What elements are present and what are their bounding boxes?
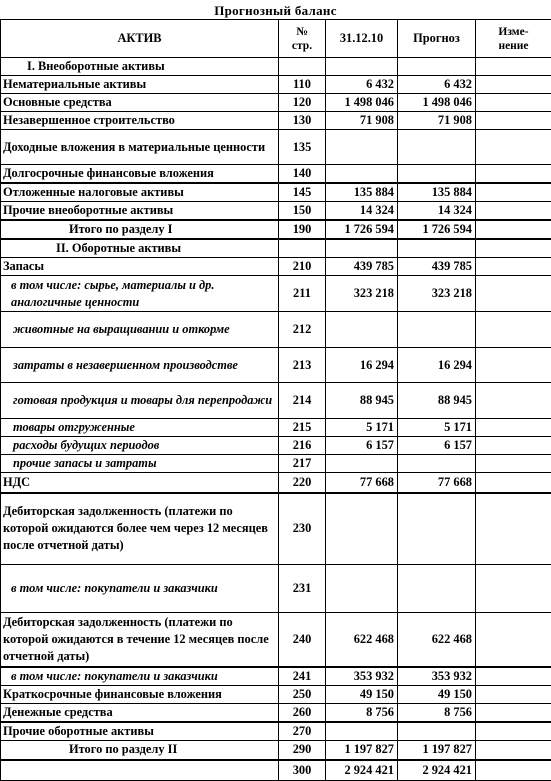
row-value-forecast: [398, 165, 476, 184]
row-value-change: [476, 76, 551, 94]
row-value-forecast: [398, 130, 476, 165]
row-value-change: [476, 239, 551, 258]
row-value-change: [476, 258, 551, 276]
page-title: Прогнозный баланс: [0, 0, 551, 19]
row-value-date: [326, 493, 398, 565]
balance-table: [0, 19, 551, 781]
row-name: Основные средства: [1, 94, 279, 112]
row-value-change: [476, 722, 551, 741]
header-change-line2: нение: [479, 39, 548, 53]
row-code: 230: [279, 493, 326, 565]
table-row: [1, 76, 551, 94]
header-change-line1: Изме-: [479, 25, 548, 39]
table-row: [1, 202, 551, 221]
header-date: 31.12.10: [326, 20, 398, 58]
row-name: Итого по разделу II: [1, 740, 279, 760]
row-name: в том числе: сырье, материалы и др. аналогичные ценности: [1, 276, 279, 312]
row-name: Доходные вложения в материальные ценности: [1, 130, 279, 165]
row-code: 150: [279, 202, 326, 221]
row-value-change: [476, 455, 551, 473]
row-value-date: [326, 455, 398, 473]
row-value-change: [476, 183, 551, 202]
row-code: [279, 58, 326, 76]
row-name: Долгосрочные финансовые вложения: [1, 165, 279, 184]
row-name: II. Оборотные активы: [1, 239, 279, 258]
row-value-forecast: 8 756: [398, 703, 476, 722]
row-value-forecast: 1 197 827: [398, 740, 476, 760]
row-name: Дебиторская задолженность (платежи по которой ожидаются более чем через 12 месяцев после отчетной даты): [1, 493, 279, 565]
row-value-forecast: 353 932: [398, 667, 476, 686]
row-name: товары отгруженные: [1, 419, 279, 437]
row-code: 190: [279, 220, 326, 239]
row-value-forecast: 6 432: [398, 76, 476, 94]
table-row: [1, 667, 551, 686]
row-value-date: 77 668: [326, 473, 398, 493]
row-value-date: 88 945: [326, 383, 398, 419]
table-row: [1, 312, 551, 348]
row-name: прочие запасы и затраты: [1, 455, 279, 473]
row-value-change: [476, 112, 551, 130]
table-row: [1, 58, 551, 76]
row-name: Итого по разделу I: [1, 220, 279, 239]
row-value-forecast: 135 884: [398, 183, 476, 202]
table-row: [1, 258, 551, 276]
row-name: Отложенные налоговые активы: [1, 183, 279, 202]
row-name: животные на выращивании и откорме: [1, 312, 279, 348]
table-row: [1, 565, 551, 613]
row-value-change: [476, 130, 551, 165]
row-value-date: [326, 165, 398, 184]
row-value-date: [326, 312, 398, 348]
table-row: [1, 473, 551, 493]
row-value-forecast: [398, 493, 476, 565]
row-value-date: 622 468: [326, 613, 398, 667]
row-value-forecast: 1 726 594: [398, 220, 476, 239]
table-row: [1, 685, 551, 703]
table-row: [1, 437, 551, 455]
row-value-forecast: 71 908: [398, 112, 476, 130]
row-name: в том числе: покупатели и заказчики: [1, 667, 279, 686]
row-code: 120: [279, 94, 326, 112]
row-name: Краткосрочные финансовые вложения: [1, 685, 279, 703]
row-value-date: [326, 239, 398, 258]
row-code: 290: [279, 740, 326, 760]
row-name: Нематериальные активы: [1, 76, 279, 94]
row-value-date: 49 150: [326, 685, 398, 703]
row-code: 231: [279, 565, 326, 613]
table-row: [1, 383, 551, 419]
row-code: 220: [279, 473, 326, 493]
row-code: 270: [279, 722, 326, 741]
row-name: Незавершенное строительство: [1, 112, 279, 130]
row-code: 140: [279, 165, 326, 184]
header-code-line2: стр.: [282, 39, 322, 53]
row-value-change: [476, 473, 551, 493]
row-value-change: [476, 703, 551, 722]
table-row: [1, 613, 551, 667]
row-name: готовая продукция и товары для перепродажи: [1, 383, 279, 419]
row-value-change: [476, 740, 551, 760]
row-value-date: 1 498 046: [326, 94, 398, 112]
row-name: Дебиторская задолженность (платежи по которой ожидаются в течение 12 месяцев после отчетной даты): [1, 613, 279, 667]
table-row: [1, 165, 551, 184]
balance-table-body: [1, 58, 551, 781]
row-value-date: 8 756: [326, 703, 398, 722]
row-value-change: [476, 685, 551, 703]
row-code: 110: [279, 76, 326, 94]
row-value-forecast: 16 294: [398, 348, 476, 383]
row-code: 250: [279, 685, 326, 703]
row-name: расходы будущих периодов: [1, 437, 279, 455]
row-value-change: [476, 667, 551, 686]
row-value-date: 2 924 421: [326, 760, 398, 780]
row-code: 215: [279, 419, 326, 437]
row-value-forecast: [398, 565, 476, 613]
row-name: Запасы: [1, 258, 279, 276]
row-name: Прочие внеоборотные активы: [1, 202, 279, 221]
row-value-forecast: 622 468: [398, 613, 476, 667]
row-value-change: [476, 348, 551, 383]
row-value-change: [476, 493, 551, 565]
row-value-date: [326, 565, 398, 613]
row-value-forecast: [398, 312, 476, 348]
row-code: 213: [279, 348, 326, 383]
row-name: затраты в незавершенном производстве: [1, 348, 279, 383]
row-code: 135: [279, 130, 326, 165]
row-value-change: [476, 94, 551, 112]
row-value-date: 14 324: [326, 202, 398, 221]
row-value-change: [476, 165, 551, 184]
row-value-forecast: 6 157: [398, 437, 476, 455]
row-value-forecast: 5 171: [398, 419, 476, 437]
table-row: [1, 493, 551, 565]
row-code: 212: [279, 312, 326, 348]
row-code: 216: [279, 437, 326, 455]
row-value-date: [326, 722, 398, 741]
table-row: [1, 239, 551, 258]
row-value-change: [476, 58, 551, 76]
row-value-date: 71 908: [326, 112, 398, 130]
row-name: I. Внеоборотные активы: [1, 58, 279, 76]
header-aktiv: АКТИВ: [1, 20, 279, 58]
header-code: [279, 20, 326, 58]
row-value-date: [326, 130, 398, 165]
row-value-date: 323 218: [326, 276, 398, 312]
row-code: 241: [279, 667, 326, 686]
row-name: Прочие оборотные активы: [1, 722, 279, 741]
table-row: [1, 760, 551, 780]
row-value-date: 5 171: [326, 419, 398, 437]
table-row: [1, 94, 551, 112]
table-row: [1, 740, 551, 760]
header-code-line1: №: [282, 25, 322, 39]
row-code: 130: [279, 112, 326, 130]
row-value-date: 6 432: [326, 76, 398, 94]
row-code: 260: [279, 703, 326, 722]
row-code: 211: [279, 276, 326, 312]
row-value-forecast: 1 498 046: [398, 94, 476, 112]
row-name: в том числе: покупатели и заказчики: [1, 565, 279, 613]
row-value-forecast: 2 924 421: [398, 760, 476, 780]
row-value-change: [476, 419, 551, 437]
row-value-forecast: [398, 722, 476, 741]
table-row: [1, 455, 551, 473]
row-code: 210: [279, 258, 326, 276]
row-value-forecast: 77 668: [398, 473, 476, 493]
row-value-change: [476, 202, 551, 221]
row-code: 145: [279, 183, 326, 202]
row-value-date: 1 726 594: [326, 220, 398, 239]
row-code: 217: [279, 455, 326, 473]
row-value-forecast: 323 218: [398, 276, 476, 312]
row-code: [279, 239, 326, 258]
row-code: 240: [279, 613, 326, 667]
table-row: [1, 183, 551, 202]
table-row: [1, 348, 551, 383]
row-value-date: [326, 58, 398, 76]
row-code: 214: [279, 383, 326, 419]
row-value-date: 6 157: [326, 437, 398, 455]
row-name: Денежные средства: [1, 703, 279, 722]
row-value-forecast: 88 945: [398, 383, 476, 419]
header-change: [476, 20, 551, 58]
row-value-date: 439 785: [326, 258, 398, 276]
table-row: [1, 419, 551, 437]
table-row: [1, 276, 551, 312]
row-name: [1, 760, 279, 780]
row-value-change: [476, 312, 551, 348]
row-value-change: [476, 437, 551, 455]
header-forecast: Прогноз: [398, 20, 476, 58]
row-value-change: [476, 760, 551, 780]
row-value-forecast: 439 785: [398, 258, 476, 276]
row-value-date: 16 294: [326, 348, 398, 383]
row-value-forecast: 14 324: [398, 202, 476, 221]
row-value-date: 135 884: [326, 183, 398, 202]
row-value-forecast: 49 150: [398, 685, 476, 703]
row-value-change: [476, 276, 551, 312]
table-row: [1, 130, 551, 165]
row-value-change: [476, 613, 551, 667]
row-value-forecast: [398, 239, 476, 258]
row-name: НДС: [1, 473, 279, 493]
table-row: [1, 112, 551, 130]
row-value-forecast: [398, 455, 476, 473]
row-value-date: 1 197 827: [326, 740, 398, 760]
row-value-date: 353 932: [326, 667, 398, 686]
row-code: 300: [279, 760, 326, 780]
row-value-change: [476, 220, 551, 239]
row-value-change: [476, 565, 551, 613]
table-row: [1, 722, 551, 741]
row-value-forecast: [398, 58, 476, 76]
table-row: [1, 703, 551, 722]
row-value-change: [476, 383, 551, 419]
table-row: [1, 220, 551, 239]
